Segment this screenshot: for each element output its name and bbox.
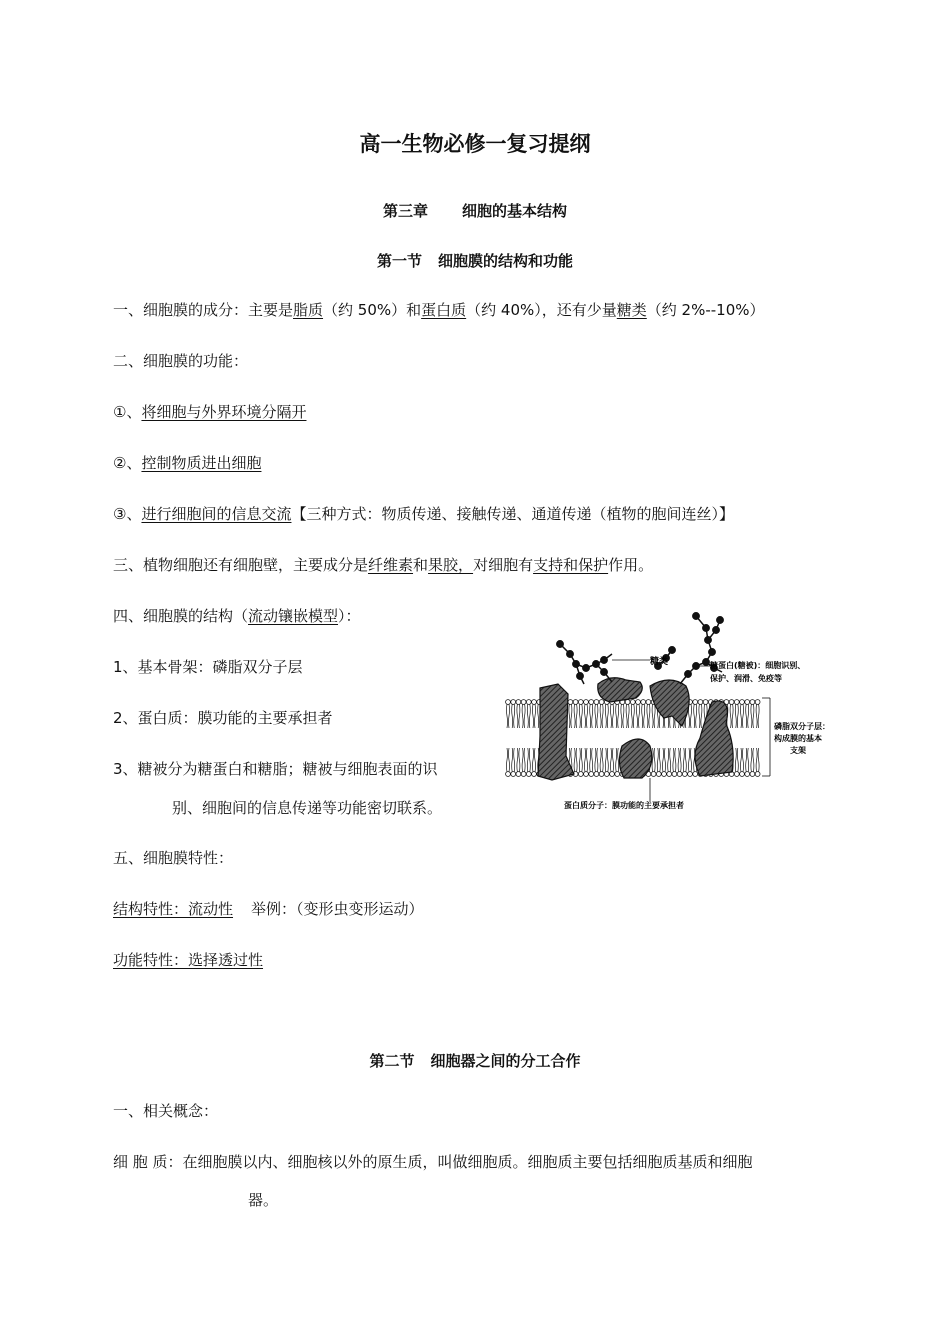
lipid-term: 脂质: [293, 301, 324, 319]
functional-property: [113, 950, 263, 970]
phospholipid: [616, 704, 619, 728]
phospholipid: [663, 748, 666, 772]
membrane-diagram: [500, 606, 840, 818]
glycoprotein-label-2: 保护、润滑、免疫等: [710, 674, 782, 683]
item-text: 控制物质进出细胞: [141, 454, 262, 472]
phospholipid: [734, 700, 739, 705]
phospholipid: [689, 748, 692, 772]
item-marker: ①、: [113, 403, 142, 421]
section1-number: 第一节: [376, 252, 422, 270]
example-text: 举例：（变形虫变形运动）: [251, 900, 424, 918]
phospholipid: [589, 772, 594, 777]
phospholipid: [647, 704, 650, 728]
phospholipid: [751, 748, 754, 772]
phospholipid: [512, 748, 515, 772]
property-text: 结构特性：流动性: [113, 900, 234, 918]
phospholipid: [585, 748, 588, 772]
text: 和: [413, 556, 429, 574]
phospholipid: [625, 700, 630, 705]
bilayer-label-2: 构成膜的基本: [774, 734, 822, 743]
structure-item-3-continued: 别、细胞间的信息传递等功能密切联系。: [172, 799, 443, 817]
phospholipid: [590, 748, 593, 772]
phospholipid: [735, 704, 738, 728]
phospholipid: [532, 772, 537, 777]
phospholipid: [527, 704, 530, 728]
phospholipid: [585, 704, 588, 728]
property-text: 功能特性：选择透过性: [113, 951, 264, 969]
embedded-protein: [619, 739, 651, 778]
phospholipid: [683, 748, 686, 772]
chapter-number: 第三章: [382, 202, 428, 220]
phospholipid: [672, 772, 677, 777]
section2-heading: [0, 1050, 950, 1071]
phospholipid: [517, 748, 520, 772]
phospholipid: [703, 700, 708, 705]
phospholipid: [730, 704, 733, 728]
phospholipid: [693, 772, 698, 777]
structure-item-3: 3、糖被分为糖蛋白和糖脂；糖被与细胞表面的识: [113, 760, 438, 778]
structure-item-2: 2、蛋白质：膜功能的主要承担者: [113, 709, 333, 727]
phospholipid: [750, 700, 755, 705]
function-item-2: [113, 453, 261, 473]
phospholipid: [693, 700, 698, 705]
support-term: 支持和保护: [533, 556, 609, 574]
phospholipid: [517, 704, 520, 728]
phospholipid: [611, 704, 614, 728]
phospholipid: [584, 700, 589, 705]
phospholipid: [526, 772, 531, 777]
phospholipid: [746, 748, 749, 772]
phospholipid: [668, 748, 671, 772]
bilayer-label-3: 支架: [790, 746, 806, 755]
phospholipid: [594, 700, 599, 705]
phospholipid: [755, 700, 760, 705]
phospholipid: [756, 704, 759, 728]
text: （约 2%--10%）: [646, 301, 765, 319]
phospholipid: [579, 704, 582, 728]
phospholipid: [688, 772, 693, 777]
phospholipid: [740, 700, 745, 705]
protein-label: 蛋白质分子：膜功能的主要承担者: [564, 801, 684, 810]
phospholipid: [615, 772, 620, 777]
phospholipid: [511, 700, 516, 705]
membrane-properties-heading: 五、细胞膜特性：: [113, 849, 234, 867]
phospholipid: [578, 772, 583, 777]
phospholipid: [600, 704, 603, 728]
text: 三、植物细胞还有细胞壁，主要成分是: [113, 556, 369, 574]
phospholipid: [745, 772, 750, 777]
cytoplasm-definition: 细 胞 质：在细胞膜以内、细胞核以外的原生质，叫做细胞质。细胞质主要包括细胞质基质和细胞: [113, 1153, 753, 1171]
phospholipid: [630, 700, 635, 705]
phospholipid: [734, 772, 739, 777]
text: （约 50%）和: [323, 301, 422, 319]
phospholipid: [755, 772, 760, 777]
phospholipid: [694, 704, 697, 728]
phospholipid: [516, 700, 521, 705]
phospholipid: [590, 704, 593, 728]
text: 一、细胞膜的成分：主要是: [113, 301, 294, 319]
phospholipid: [611, 748, 614, 772]
phospholipid: [595, 748, 598, 772]
phospholipid: [621, 704, 624, 728]
item-text: 将细胞与外界环境分隔开: [141, 403, 307, 421]
membrane-structure-heading: [113, 606, 361, 626]
glycoprotein-label-1: 糖蛋白(糖被)：细胞识别、: [710, 661, 806, 670]
text: 对细胞有: [473, 556, 534, 574]
phospholipid: [579, 748, 582, 772]
phospholipid: [698, 700, 703, 705]
phospholipid: [605, 748, 608, 772]
phospholipid: [594, 772, 599, 777]
chapter-name: 细胞的基本结构: [462, 202, 568, 220]
protein-term: 蛋白质: [421, 301, 467, 319]
sugar-chains: [557, 613, 723, 684]
phospholipid: [507, 748, 510, 772]
phospholipid: [604, 772, 609, 777]
sugar-label: 糖类: [650, 657, 669, 667]
sugar-term: 糖类: [616, 301, 647, 319]
phospholipid: [605, 704, 608, 728]
section2-name: 细胞器之间的分工合作: [430, 1052, 581, 1070]
function-item-3: [113, 504, 734, 524]
phospholipid: [746, 704, 749, 728]
cellulose-term: 纤维素: [368, 556, 414, 574]
text: ）：: [338, 607, 361, 625]
phospholipid: [656, 772, 661, 777]
model-term: 流动镶嵌模型: [248, 607, 339, 625]
concepts-heading: 一、相关概念：: [113, 1102, 219, 1120]
section2-number: 第二节: [369, 1052, 415, 1070]
membrane-composition: [113, 300, 765, 320]
phospholipid: [657, 748, 660, 772]
phospholipid: [741, 704, 744, 728]
phospholipid: [527, 748, 530, 772]
structural-property: [113, 899, 424, 919]
phospholipid: [652, 704, 655, 728]
cell-wall-line: [113, 555, 653, 575]
phospholipid: [610, 772, 615, 777]
phospholipid: [574, 704, 577, 728]
phospholipid: [678, 748, 681, 772]
text: 四、细胞膜的结构（: [113, 607, 249, 625]
phospholipid: [574, 748, 577, 772]
phospholipid: [677, 772, 682, 777]
phospholipid: [522, 748, 525, 772]
phospholipid: [626, 704, 629, 728]
phospholipid: [637, 704, 640, 728]
phospholipid: [521, 700, 526, 705]
phospholipid: [636, 700, 641, 705]
text: 作用。: [608, 556, 654, 574]
document-title: 高一生物必修一复习提纲: [359, 132, 591, 156]
phospholipid: [595, 704, 598, 728]
text: （约 40%），还有少量: [466, 301, 617, 319]
peripheral-protein: [598, 678, 643, 702]
item-marker: ②、: [113, 454, 142, 472]
phospholipid: [641, 700, 646, 705]
bilayer-label-1: 磷脂双分子层：: [774, 722, 830, 731]
phospholipid: [682, 772, 687, 777]
phospholipid: [652, 748, 655, 772]
phospholipid: [568, 700, 573, 705]
phospholipid: [533, 748, 536, 772]
phospholipid: [584, 772, 589, 777]
chapter-heading: [0, 200, 950, 221]
phospholipid: [511, 772, 516, 777]
phospholipid: [745, 700, 750, 705]
section1-heading: [0, 250, 950, 271]
phospholipid: [699, 704, 702, 728]
phospholipid: [578, 700, 583, 705]
phospholipid: [533, 704, 536, 728]
structure-item-1: 1、基本骨架：磷脂双分子层: [113, 658, 303, 676]
item-marker: ③、: [113, 505, 142, 523]
phospholipid: [600, 748, 603, 772]
phospholipid: [741, 748, 744, 772]
phospholipid: [512, 704, 515, 728]
phospholipid: [532, 700, 537, 705]
phospholipid: [589, 700, 594, 705]
phospholipid: [756, 748, 759, 772]
phospholipid: [521, 772, 526, 777]
pectin-term: 果胶，: [428, 556, 474, 574]
phospholipid: [750, 772, 755, 777]
phospholipid: [526, 700, 531, 705]
phospholipid: [516, 772, 521, 777]
phospholipid: [631, 704, 634, 728]
function-item-1: [113, 402, 306, 422]
phospholipid: [667, 772, 672, 777]
phospholipid: [569, 704, 572, 728]
phospholipid: [642, 704, 645, 728]
phospholipid: [729, 700, 734, 705]
item-text: 进行细胞间的信息交流: [141, 505, 292, 523]
phospholipid: [735, 748, 738, 772]
cytoplasm-definition-continued: 器。: [248, 1191, 279, 1209]
transmembrane-protein-right: [695, 701, 733, 776]
phospholipid: [573, 700, 578, 705]
phospholipid: [599, 700, 604, 705]
phospholipid: [599, 772, 604, 777]
section1-name: 细胞膜的结构和功能: [438, 252, 574, 270]
phospholipid: [740, 772, 745, 777]
phospholipid: [522, 704, 525, 728]
phospholipid: [616, 748, 619, 772]
transmembrane-protein: [538, 684, 574, 780]
phospholipid: [673, 748, 676, 772]
phospholipid: [646, 700, 651, 705]
phospholipid: [506, 772, 511, 777]
phospholipid: [651, 772, 656, 777]
membrane-function-heading: 二、细胞膜的功能：: [113, 352, 249, 370]
phospholipid: [506, 700, 511, 705]
phospholipid: [507, 704, 510, 728]
phospholipid: [751, 704, 754, 728]
item-note: 【三种方式：物质传递、接触传递、通道传递（植物的胞间连丝）】: [291, 505, 734, 523]
phospholipid: [662, 772, 667, 777]
